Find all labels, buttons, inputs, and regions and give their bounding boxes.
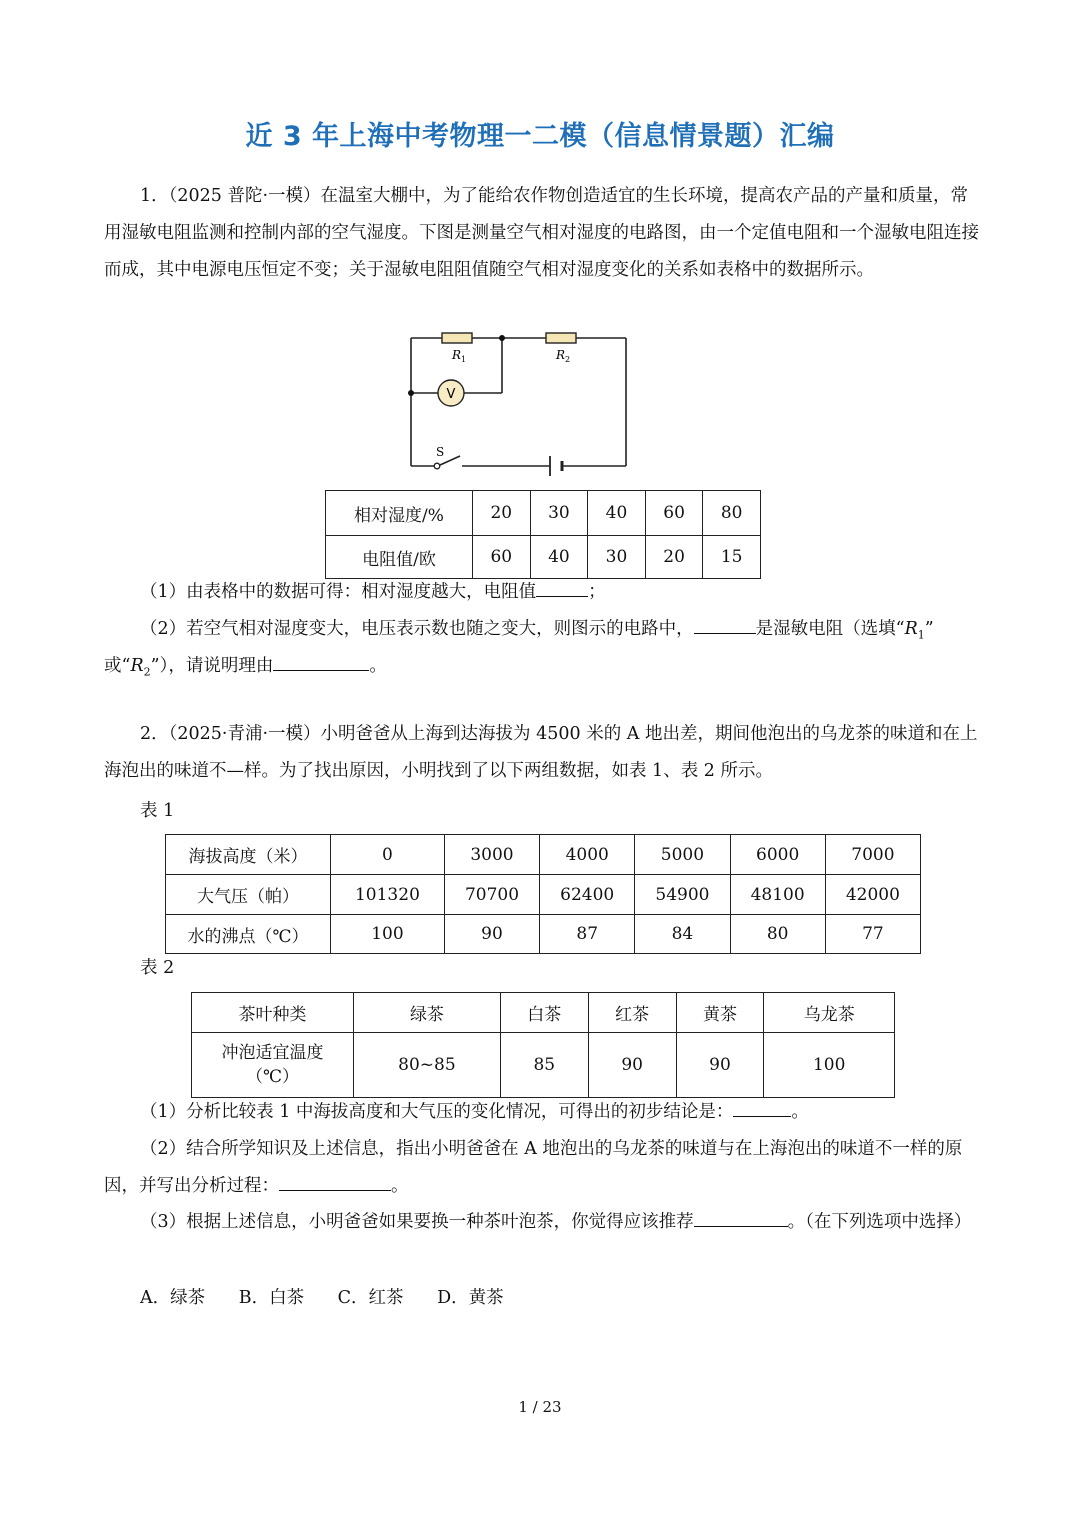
cell-line: （℃）: [245, 1067, 300, 1087]
resistor-r1: [442, 333, 472, 343]
altitude-table: [165, 834, 921, 954]
table-cell: 90: [676, 1033, 764, 1098]
table-cell: 60: [473, 536, 531, 579]
option-c: C．红茶: [337, 1288, 404, 1308]
question-2-part-3: （3）根据上述信息，小明爸爸如果要换一种茶叶泡茶，你觉得应该推荐 。（在下列选项中选择）: [104, 1204, 984, 1241]
table-row: [166, 875, 921, 915]
table-cell: 70700: [444, 875, 539, 915]
table-cell: 100: [331, 915, 445, 954]
table-cell: 30: [588, 536, 646, 579]
table-cell: 大气压（帕）: [166, 875, 331, 915]
table-cell: 90: [444, 915, 539, 954]
circuit-diagram: [400, 326, 640, 476]
page-title: 近 3 年上海中考物理一二模（信息情景题）汇编: [245, 121, 835, 152]
question-2-part-1: （1）分析比较表 1 中海拔高度和大气压的变化情况，可得出的初步结论是： 。: [140, 1097, 809, 1127]
table-cell: [192, 1033, 354, 1098]
table-cell: 5000: [635, 835, 730, 875]
question-1-text: 1．（2025 普陀·一模）在温室大棚中，为了能给农作物创造适宜的生长环境，提高农产品的产量和质量，常用湿敏电阻监测和控制内部的空气湿度。下图是测量空气相对湿度的电路图，由一个定值电阻和一个湿敏电阻连接而成，其中电源电压恒定不变；关于湿敏电阻阻值随空气相对湿度变化的关系如表格中的数据所示。: [104, 186, 979, 280]
table-cell: 绿茶: [354, 993, 501, 1033]
junction-dot: [499, 335, 505, 341]
table-cell: 黄茶: [676, 993, 764, 1033]
option-d: D．黄茶: [437, 1288, 504, 1308]
table-2-caption: 表 2: [140, 958, 175, 978]
table-cell: 48100: [730, 875, 825, 915]
table-cell: 40: [588, 491, 646, 536]
table-cell: 80: [730, 915, 825, 954]
r2-label: $R_2$: [556, 348, 571, 364]
r1-label: $R_1$: [452, 348, 467, 364]
table-cell: 4000: [540, 835, 635, 875]
table-cell: 60: [645, 491, 703, 536]
table-cell: 84: [635, 915, 730, 954]
question-1-part-2-cont: 或“$R_2$”），请说明理由 。: [104, 651, 387, 688]
table-row: [192, 993, 895, 1033]
table-cell: 海拔高度（米）: [166, 835, 331, 875]
table-cell: 20: [645, 536, 703, 579]
table-cell: 红茶: [588, 993, 676, 1033]
table-cell: 7000: [825, 835, 920, 875]
junction-dot: [408, 390, 414, 396]
table-cell: 87: [540, 915, 635, 954]
table-1-caption: 表 1: [140, 801, 175, 821]
table-cell: 相对湿度/%: [326, 491, 473, 536]
table-cell: 白茶: [500, 993, 588, 1033]
table-cell: 0: [331, 835, 445, 875]
table-cell: 电阻值/欧: [326, 536, 473, 579]
table-cell: 80: [703, 491, 761, 536]
table-row: [166, 915, 921, 954]
question-1-part-2: （2）若空气相对湿度变大，电压表示数也随之变大，则图示的电路中， 是湿敏电阻（选填“$R_1$”: [140, 614, 934, 651]
table-cell: 54900: [635, 875, 730, 915]
page-number: 1 / 23: [518, 1398, 562, 1416]
table-cell: 茶叶种类: [192, 993, 354, 1033]
question-2-part-2: （2）结合所学知识及上述信息，指出小明爸爸在 A 地泡出的乌龙茶的味道与在上海泡出的味道不一样的原因，并写出分析过程： 。: [104, 1139, 963, 1196]
option-b: B．白茶: [238, 1288, 305, 1308]
table-cell: 80~85: [354, 1033, 501, 1098]
humidity-resistance-table: [325, 490, 761, 579]
option-a: A．绿茶: [140, 1288, 206, 1308]
cell-line: 冲泡适宜温度: [221, 1043, 324, 1063]
voltmeter-label: V: [446, 387, 456, 402]
table-cell: 77: [825, 915, 920, 954]
table-cell: 42000: [825, 875, 920, 915]
switch-icon: [434, 463, 440, 469]
table-cell: 6000: [730, 835, 825, 875]
question-1-part-1: （1）由表格中的数据可得：相对湿度越大，电阻值 ；: [140, 577, 606, 607]
table-cell: 90: [588, 1033, 676, 1098]
table-cell: 100: [764, 1033, 895, 1098]
tea-temperature-table: [191, 992, 895, 1098]
table-row: [326, 491, 761, 536]
table-cell: 乌龙茶: [764, 993, 895, 1033]
table-cell: 30: [530, 491, 588, 536]
answer-options: [140, 1283, 532, 1313]
table-cell: 15: [703, 536, 761, 579]
table-cell: 101320: [331, 875, 445, 915]
table-cell: 20: [473, 491, 531, 536]
table-row: [326, 536, 761, 579]
table-row: [192, 1033, 895, 1098]
table-cell: 40: [530, 536, 588, 579]
table-cell: 3000: [444, 835, 539, 875]
table-cell: 水的沸点（℃）: [166, 915, 331, 954]
question-2-text: 2．（2025·青浦·一模）小明爸爸从上海到达海拔为 4500 米的 A 地出差，期间他泡出的乌龙茶的味道和在上海泡出的味道不—样。为了找出原因，小明找到了以下两组数据，如表 1、表 2 所示。: [104, 724, 978, 781]
resistor-r2: [546, 333, 576, 343]
table-cell: 85: [500, 1033, 588, 1098]
switch-label: S: [436, 445, 445, 459]
table-row: [166, 835, 921, 875]
table-cell: 62400: [540, 875, 635, 915]
